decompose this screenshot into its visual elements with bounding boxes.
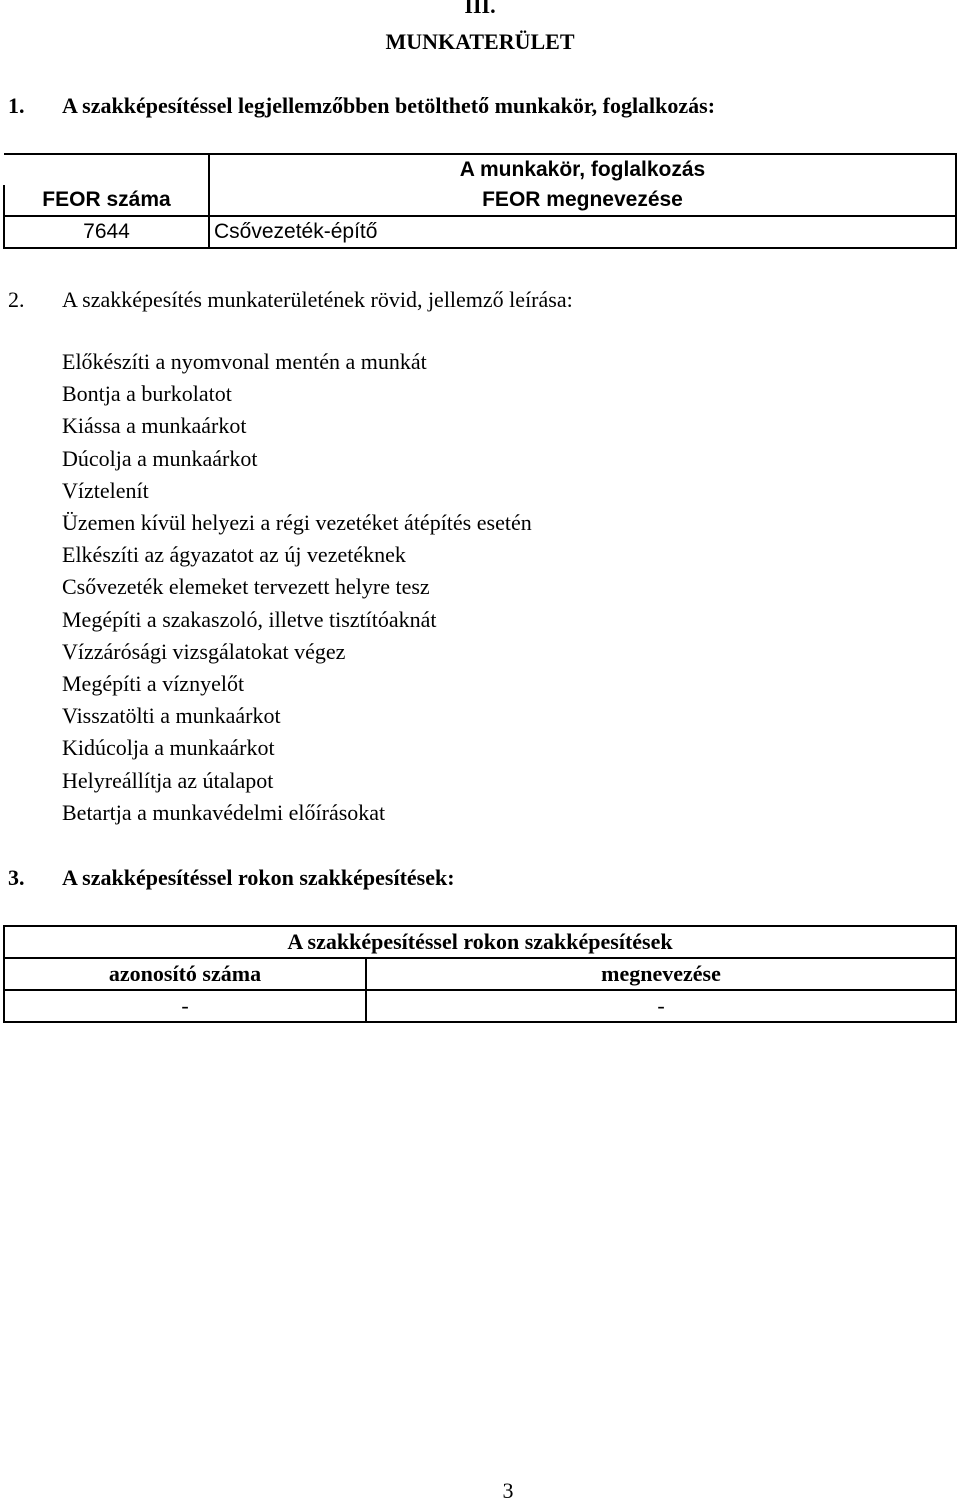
page-number: 3 (502, 1478, 514, 1503)
list-item: Előkészíti a nyomvonal mentén a munkát (62, 349, 427, 374)
table-row (4, 216, 956, 248)
list-item: Dúcolja a munkaárkot (62, 445, 258, 471)
chapter-title: MUNKATERÜLET (385, 29, 575, 54)
feor-table-empty-corner (4, 154, 209, 185)
related-name-header: megnevezése (366, 958, 956, 990)
list-item: Kiássa a munkaárkot (62, 413, 247, 439)
related-id-header: azonosító száma (4, 958, 366, 990)
section3-number: 3. (8, 865, 25, 890)
list-item: Kidúcolja a munkaárkot (62, 735, 275, 761)
section2-number: 2. (8, 287, 25, 312)
related-qualifications-table (3, 925, 957, 1023)
feor-name-header: FEOR megnevezése (209, 185, 956, 216)
related-id-cell: - (4, 990, 366, 1022)
list-item: Visszatölti a munkaárkot (62, 703, 281, 729)
list-item: Helyreállítja az útalapot (62, 767, 274, 793)
list-item: Bontja a burkolatot (62, 381, 232, 407)
chapter-roman-numeral: III. (464, 0, 496, 18)
list-item: Üzemen kívül helyezi a régi vezetéket átépítés esetén (62, 510, 532, 536)
list-item: Elkészíti az ágyazatot az új vezetéknek (62, 542, 406, 568)
related-table-group-header: A szakképesítéssel rokon szakképesítések (4, 926, 956, 958)
list-item: Betartja a munkavédelmi előírásokat (62, 799, 386, 825)
section3-title: A szakképesítéssel rokon szakképesítések: (62, 865, 455, 890)
feor-number-header: FEOR száma (4, 185, 209, 216)
feor-table-header-row (4, 185, 956, 216)
related-table-group-header-row (4, 926, 956, 958)
list-item: Megépíti a víznyelőt (62, 671, 245, 697)
feor-table-group-header: A munkakör, foglalkozás (209, 154, 956, 185)
related-name-cell: - (366, 990, 956, 1022)
list-item: Csővezeték elemeket tervezett helyre tesz (62, 574, 430, 600)
list-item: Vízzárósági vizsgálatokat végez (62, 638, 346, 664)
work-description-list (62, 346, 532, 829)
table-row (4, 990, 956, 1022)
list-item: Víztelenít (62, 477, 149, 503)
feor-table (3, 153, 957, 249)
feor-number-cell: 7644 (4, 216, 209, 248)
related-table-header-row (4, 958, 956, 990)
feor-table-group-header-row (4, 154, 956, 185)
section2-title: A szakképesítés munkaterületének rövid, jellemző leírása: (62, 287, 573, 312)
feor-name-cell: Csővezeték-építő (209, 216, 956, 248)
section1-title: A szakképesítéssel legjellemzőbben betölthető munkakör, foglalkozás: (62, 93, 716, 118)
list-item: Megépíti a szakaszoló, illetve tisztítóaknát (62, 606, 437, 632)
section1-number: 1. (8, 93, 25, 118)
